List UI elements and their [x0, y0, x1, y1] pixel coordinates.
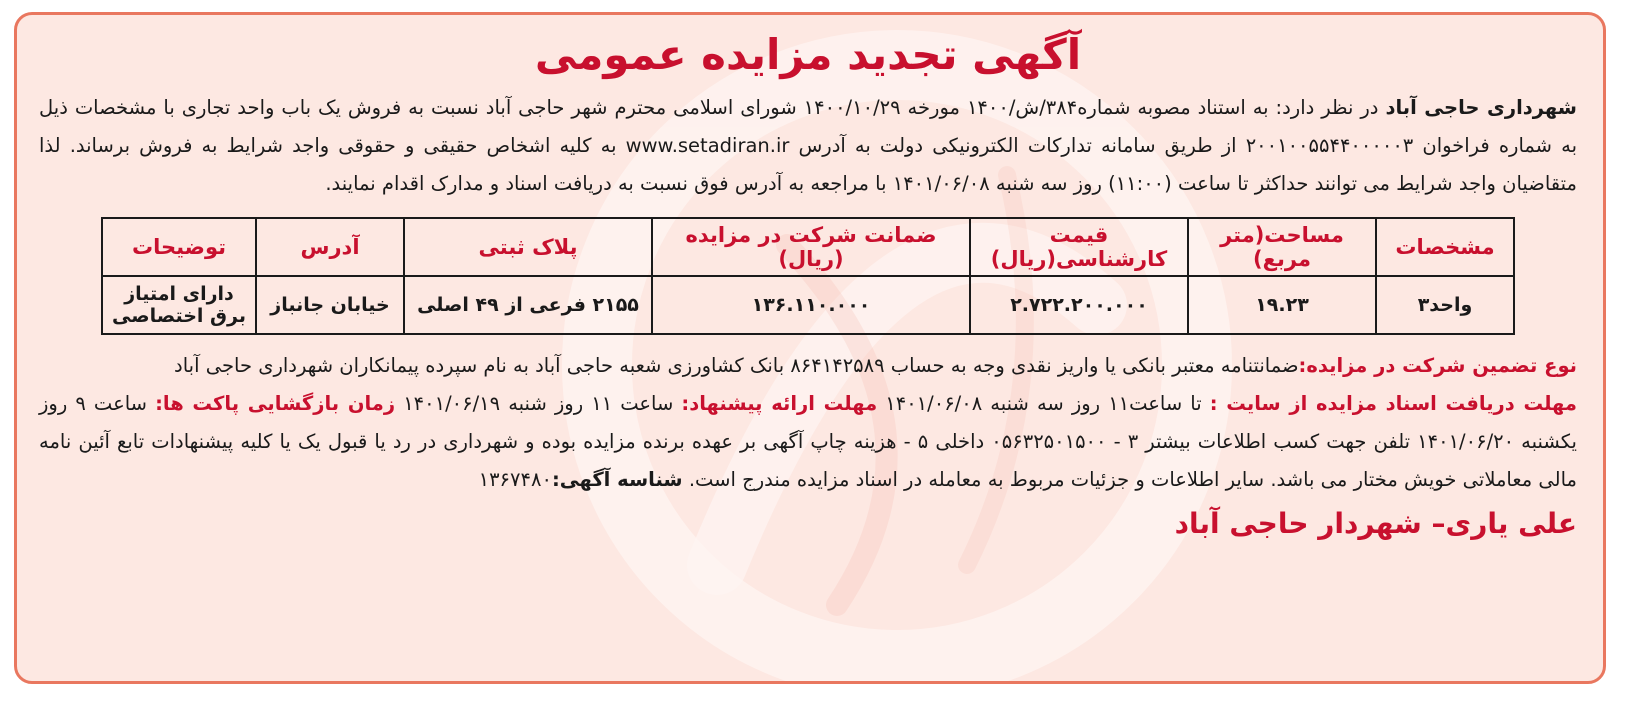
- intro-paragraph: [39, 89, 1577, 203]
- header-plate: پلاک ثبتی: [404, 218, 652, 276]
- guarantee-label: نوع تضمین شرکت در مزایده:: [1298, 354, 1577, 377]
- cell-specs: واحد۳: [1376, 276, 1514, 334]
- notice-id-label: شناسه آگهی:: [551, 468, 683, 491]
- opening-label: زمان بازگشایی پاکت ها:: [155, 392, 396, 415]
- opening-text: ساعت ۹ روز یکشنبه ۱۴۰۱/۰۶/۲۰ تلفن جهت کسب اطلاعات بیشتر ۳ - ۰۵۶۳۲۵۰۱۵۰۰ داخلی ۵ - هزینه چاپ آگهی بر عهده برنده مزایده بوده و شهرداری در رد یا قبول یک یا کلیه پیشنهادات تابع آئین نامه مالی معاملاتی خویش مختار می باشد. سایر اطلاعات و جزئیات مربوط به معامله در اسناد مزایده مندرج است.: [39, 392, 1577, 491]
- cell-description: دارای امتیاز برق اختصاصی: [102, 276, 256, 334]
- header-description: توضیحات: [102, 218, 256, 276]
- property-table: [101, 217, 1515, 335]
- signature: علی یاری– شهردار حاجی آباد: [1174, 507, 1577, 540]
- cell-guarantee: ۱۳۶.۱۱۰.۰۰۰: [652, 276, 970, 334]
- deadline-label: مهلت دریافت اسناد مزایده از سایت :: [1209, 392, 1577, 415]
- header-area: مساحت(متر مربع): [1188, 218, 1376, 276]
- cell-expert-price: ۲.۷۲۲.۲۰۰.۰۰۰: [970, 276, 1188, 334]
- deadline-text: تا ساعت۱۱ روز سه شنبه ۱۴۰۱/۰۶/۰۸: [877, 392, 1210, 415]
- header-guarantee: ضمانت شرکت در مزایده (ریال): [652, 218, 970, 276]
- cell-area: ۱۹.۲۳: [1188, 276, 1376, 334]
- notice-title: آگهی تجدید مزایده عمومی: [534, 30, 1082, 79]
- auction-notice: [14, 12, 1606, 684]
- cell-plate: ۲۱۵۵ فرعی از ۴۹ اصلی: [404, 276, 652, 334]
- header-address: آدرس: [256, 218, 404, 276]
- header-expert-price: قیمت کارشناسی(ریال): [970, 218, 1188, 276]
- offer-label: مهلت ارائه پیشنهاد:: [681, 392, 878, 415]
- header-specs: مشخصات: [1376, 218, 1514, 276]
- organization-name: شهرداری حاجی آباد: [1385, 96, 1577, 119]
- cell-address: خیابان جانباز: [256, 276, 404, 334]
- notice-id-value: ۱۳۶۷۴۸۰: [478, 468, 552, 491]
- table-row: [102, 276, 1514, 334]
- offer-text: ساعت ۱۱ روز شنبه ۱۴۰۱/۰۶/۱۹: [395, 392, 682, 415]
- details-paragraph: [39, 347, 1577, 499]
- guarantee-text: ضمانتنامه معتبر بانکی یا واریز نقدی وجه به حساب ۸۶۴۱۴۲۵۸۹ بانک کشاورزی شعبه حاجی آباد به نام سپرده پیمانکاران شهرداری حاجی آباد: [174, 354, 1299, 377]
- table-header-row: [102, 218, 1514, 276]
- intro-text: در نظر دارد: به استناد مصوبه شماره۳۸۴/ش/۱۴۰۰ مورخه ۱۴۰۰/۱۰/۲۹ شورای اسلامی محترم شهر حاجی آباد نسبت به فروش یک باب واحد تجاری با مشخصات ذیل به شماره فراخوان ۲۰۰۱۰۰۵۵۴۴۰۰۰۰۰۳ از طریق سامانه تدارکات الکترونیکی دولت به آدرس www.setadiran.ir به کلیه اشخاص حقیقی و حقوقی واجد شرایط به فروش برساند. لذا متقاضیان واجد شرایط می توانند حداکثر تا ساعت (۱۱:۰۰) روز سه شنبه ۱۴۰۱/۰۶/۰۸ با مراجعه به آدرس فوق نسبت به دریافت اسناد و مدارک اقدام نمایند.: [39, 96, 1578, 195]
